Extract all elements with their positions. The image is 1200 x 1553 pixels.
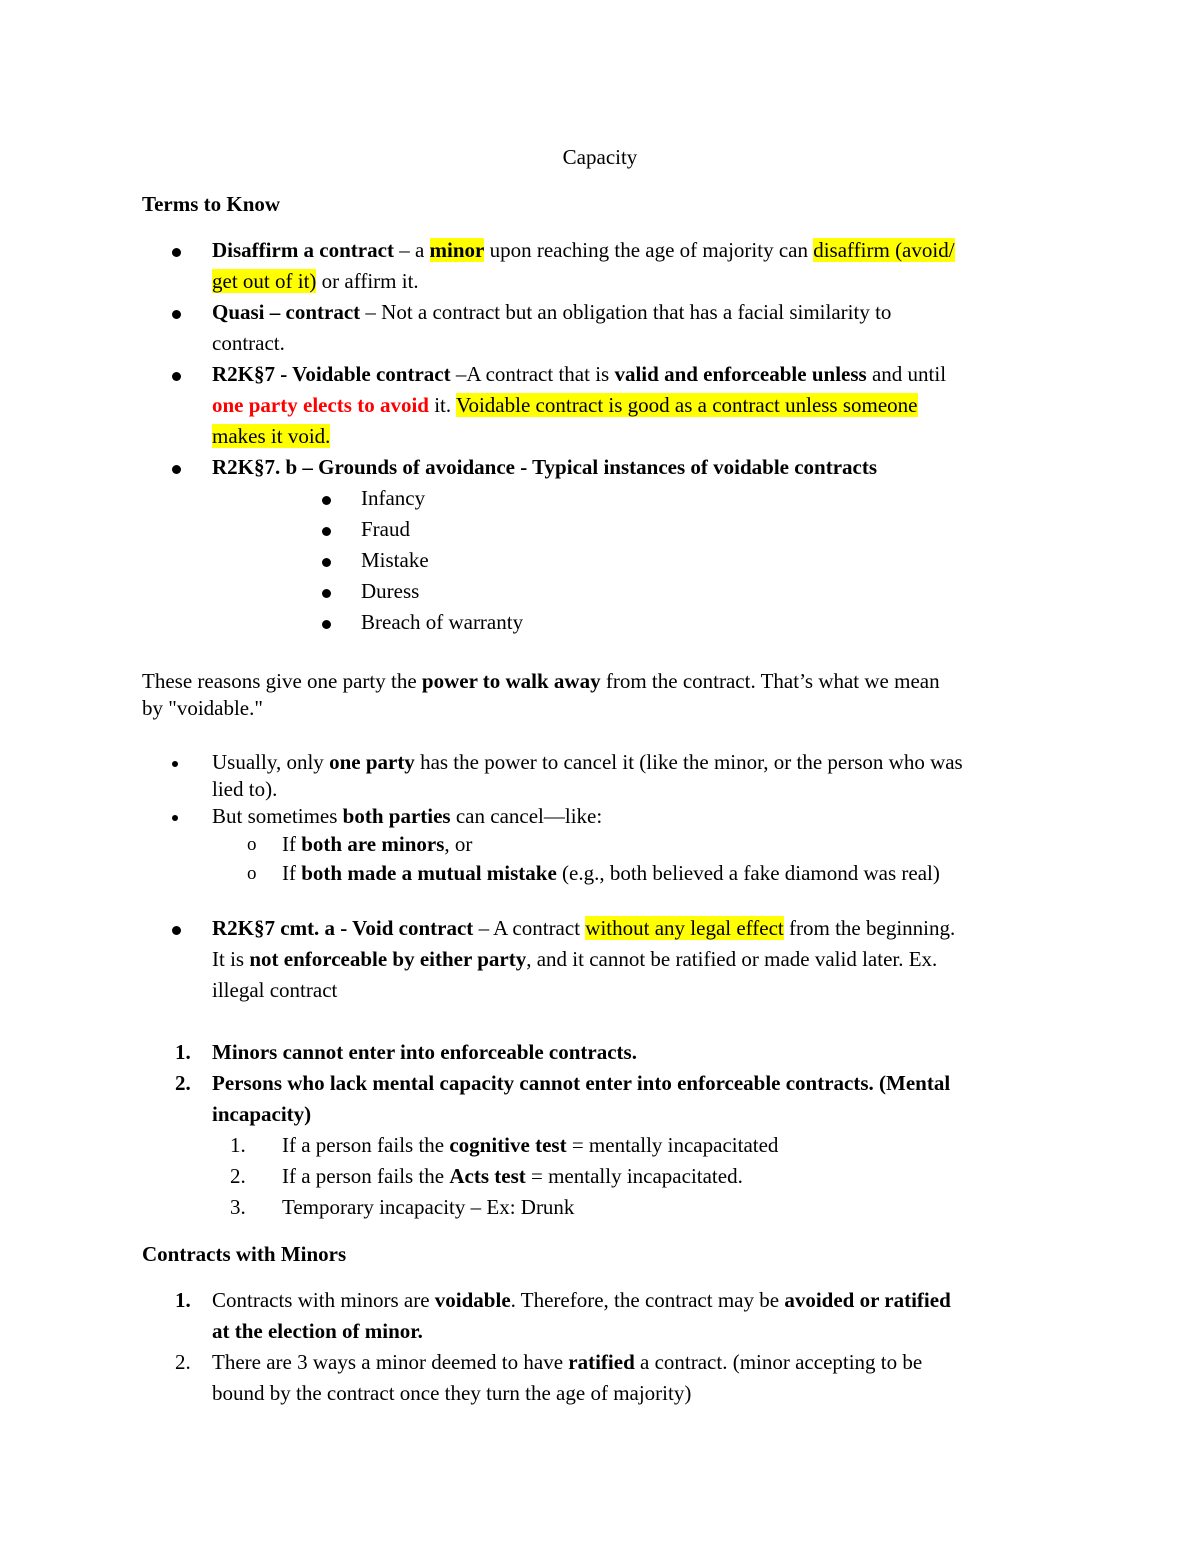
sub-item-mistake: o If both made a mutual mistake (e.g., both believed a fake diamond was real) [142,859,1062,888]
bullet-icon [172,359,181,390]
highlight-text: Voidable contract is good as a contract unless someone [456,393,918,417]
bullet-icon [322,576,331,607]
rules-list [142,1037,1062,1223]
title-text: Capacity [562,145,638,169]
rule-sub-item: 2. If a person fails the Acts test = mentally incapacitated. [230,1164,743,1188]
bullet-icon [172,803,178,830]
grounds-item: Fraud [142,514,1062,545]
term-quasi: Quasi – contract – Not a contract but an obligation that has a facial similarity to contract. [142,297,1062,359]
term-label: Disaffirm a contract [212,238,394,262]
circle-bullet-icon: o [247,863,257,884]
bullet-icon [322,607,331,638]
bullet-icon [322,483,331,514]
term-label: R2K§7 - Voidable contract [212,362,451,386]
term-voidable: R2K§7 - Voidable contract –A contract that is valid and enforceable unless and until one party elects to avoid it. Voidable contract is good as a contract unless someone makes it void. [142,359,1062,452]
terms-list [142,235,1062,638]
rule-sub-item: 3. Temporary incapacity – Ex: Drunk [230,1195,575,1219]
grounds-item: Breach of warranty [142,607,1062,638]
highlight-text: disaffirm (avoid/ [813,238,955,262]
highlight-minor: minor [429,238,485,262]
bullet-icon [322,545,331,576]
minors-list [142,1285,1062,1409]
term-disaffirm: Disaffirm a contract – a minor upon reaching the age of majority can disaffirm (avoid/ get out of it) or affirm it. [142,235,1062,297]
term-void: R2K§7 cmt. a - Void contract – A contract without any legal effect from the beginning. It is not enforceable by either party, and it cannot be ratified or made valid later. Ex. illegal contract [142,913,1062,1006]
reasons-paragraph: These reasons give one party the power to walk away from the contract. That’s what we mean by "voidable." [142,669,940,720]
page-title [0,142,1200,173]
rule-item: 2. Persons who lack mental capacity cannot enter into enforceable contracts. (Mental incapacity) [175,1071,951,1126]
term-grounds [142,452,1062,483]
grounds-item: Mistake [142,545,1062,576]
minors-item: 1. Contracts with minors are voidable. Therefore, the contract may be avoided or ratified at the election of minor. [175,1288,951,1343]
circle-bullet-icon: o [247,834,257,855]
term-label: R2K§7 cmt. a - Void contract [212,916,474,940]
bullet-icon [172,749,178,776]
minors-heading: Contracts with Minors [142,1242,347,1266]
bullet-icon [172,235,181,266]
rule-sub-item: 1. If a person fails the cognitive test = mentally incapacitated [230,1133,779,1157]
sub-item-minors: o If both are minors, or [142,830,1062,859]
bullet-icon [172,452,181,483]
highlight-text: get out of it) [212,269,317,293]
list-item-sometimes: But sometimes both parties can cancel—like: [142,803,1062,830]
grounds-item: Duress [142,576,1062,607]
party-list [142,749,1062,888]
highlight-text: without any legal effect [585,916,784,940]
bullet-icon [172,297,181,328]
grounds-item: Infancy [142,483,1062,514]
rule-item: 1. Minors cannot enter into enforceable contracts. [175,1040,637,1064]
term-label: Quasi – contract [212,300,361,324]
red-emphasis: one party elects to avoid [212,393,429,417]
bullet-icon [322,514,331,545]
minors-item: 2. There are 3 ways a minor deemed to have ratified a contract. (minor accepting to be bound by the contract once they turn the age of majority) [175,1350,923,1405]
bullet-icon [172,913,181,944]
void-contract [142,913,1062,1006]
term-label: R2K§7. b – Grounds of avoidance - Typical instances of voidable contracts [212,455,878,479]
highlight-text: makes it void. [212,424,331,448]
list-item-usually: Usually, only one party has the power to cancel it (like the minor, or the person who was lied to). [142,749,1062,803]
terms-heading: Terms to Know [142,192,281,216]
